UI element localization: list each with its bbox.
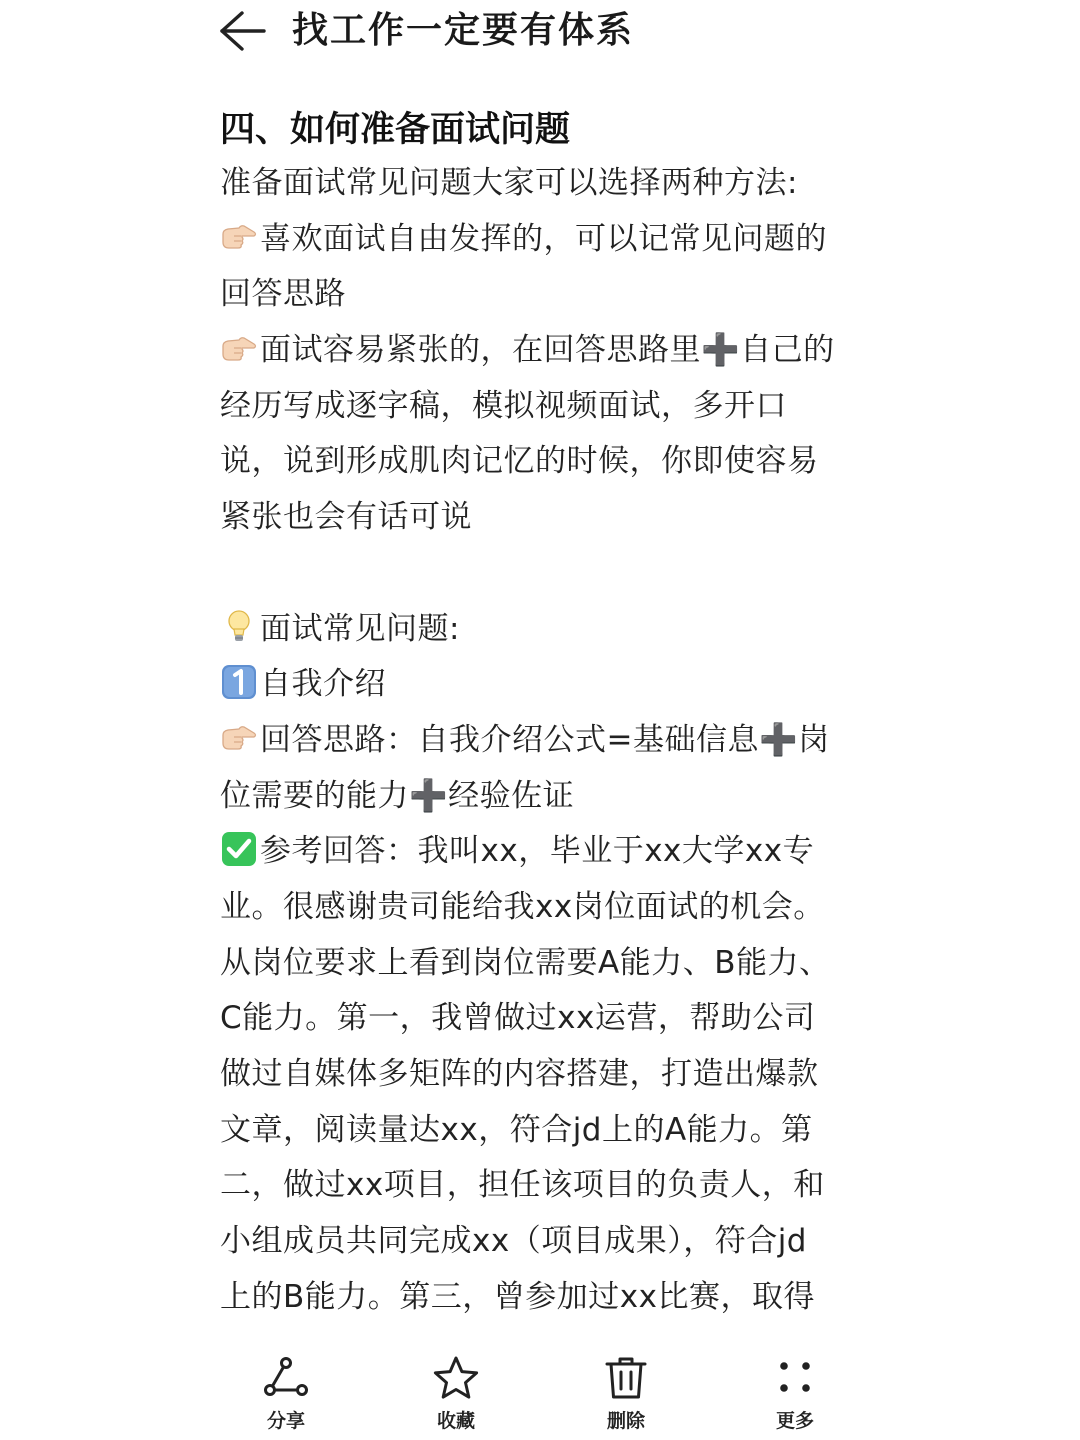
article-line bbox=[220, 212, 870, 268]
line-text: 喜欢面试自由发挥的，可以记常见问题的 bbox=[260, 220, 827, 257]
keycap-1-icon bbox=[220, 663, 258, 701]
line-text: 位需要的能力➕经验佐证 bbox=[220, 777, 575, 814]
share-label: 分享 bbox=[266, 1410, 305, 1432]
more-label: 更多 bbox=[775, 1410, 814, 1432]
article-line bbox=[220, 657, 870, 713]
line-text: 二，做过xx项目，担任该项目的负责人，和 bbox=[220, 1167, 825, 1204]
article-line bbox=[220, 434, 870, 490]
delete-label: 删除 bbox=[606, 1410, 645, 1432]
share-icon bbox=[261, 1354, 311, 1404]
arrow-left-icon bbox=[216, 8, 268, 54]
favorite-label: 收藏 bbox=[436, 1410, 475, 1432]
line-text: 准备面试常见问题大家可以选择两种方法: bbox=[220, 165, 798, 201]
article-line bbox=[220, 602, 870, 658]
line-text: 说，说到形成肌肉记忆的时候，你即使容易 bbox=[220, 443, 819, 480]
page-title: 找工作一定要有体系 bbox=[292, 10, 635, 51]
share-button[interactable] bbox=[231, 1354, 341, 1438]
bulb-icon bbox=[220, 607, 258, 645]
article-line bbox=[220, 769, 870, 825]
article-line bbox=[220, 490, 870, 546]
article-line bbox=[220, 713, 870, 769]
article-line bbox=[220, 1214, 870, 1270]
article-line bbox=[220, 880, 870, 936]
point-right-icon bbox=[220, 718, 258, 756]
article-line bbox=[220, 1047, 870, 1103]
line-text: 从岗位要求上看到岗位需要A能力、B能力、 bbox=[220, 944, 831, 981]
article-lines bbox=[220, 156, 870, 1325]
article-body bbox=[220, 104, 870, 1325]
article-line bbox=[220, 1103, 870, 1159]
blank-line bbox=[220, 546, 870, 602]
article-line bbox=[220, 991, 870, 1047]
more-dots-icon bbox=[770, 1354, 820, 1404]
delete-button[interactable] bbox=[571, 1354, 681, 1438]
article-line bbox=[220, 824, 870, 880]
article-line bbox=[220, 379, 870, 435]
line-text: 面试常见问题: bbox=[260, 610, 460, 647]
trash-icon bbox=[601, 1354, 651, 1404]
line-text: 自我介绍 bbox=[260, 666, 386, 703]
star-icon bbox=[431, 1354, 481, 1404]
article-line bbox=[220, 936, 870, 992]
line-text: 经历写成逐字稿，模拟视频面试，多开口 bbox=[220, 387, 787, 424]
more-button[interactable] bbox=[740, 1354, 850, 1438]
line-text: 文章，阅读量达xx，符合jd上的A能力。第 bbox=[220, 1111, 813, 1148]
line-text: 面试容易紧张的，在回答思路里➕自己的 bbox=[260, 332, 835, 369]
check-icon bbox=[220, 830, 258, 868]
header-bar bbox=[0, 0, 1080, 64]
article-line bbox=[220, 267, 870, 323]
point-right-icon bbox=[220, 329, 258, 367]
article-line bbox=[220, 1158, 870, 1214]
point-right-icon bbox=[220, 217, 258, 255]
favorite-button[interactable] bbox=[401, 1354, 511, 1438]
line-text: 参考回答：我叫xx，毕业于xx大学xx专 bbox=[260, 833, 815, 870]
line-text: 回答思路：自我介绍公式=基础信息➕岗 bbox=[260, 721, 830, 758]
line-text: 小组成员共同完成xx（项目成果），符合jd bbox=[220, 1223, 807, 1260]
line-text: 做过自媒体多矩阵的内容搭建，打造出爆款 bbox=[220, 1056, 819, 1092]
line-text: 上的B能力。第三，曾参加过xx比赛，取得 bbox=[220, 1278, 815, 1315]
article-line bbox=[220, 323, 870, 379]
line-text: 回答思路 bbox=[220, 276, 346, 313]
line-text: 紧张也会有话可说 bbox=[220, 499, 472, 536]
line-text: 业。很感谢贵司能给我xx岗位面试的机会。 bbox=[220, 888, 825, 925]
bottom-toolbar bbox=[0, 1340, 1080, 1440]
section-heading: 四、如何准备面试问题 bbox=[220, 110, 571, 150]
article-line bbox=[220, 156, 870, 212]
back-button[interactable] bbox=[216, 8, 268, 54]
article-line bbox=[220, 1270, 870, 1326]
line-text: C能力。第一，我曾做过xx运营，帮助公司 bbox=[220, 1000, 816, 1037]
